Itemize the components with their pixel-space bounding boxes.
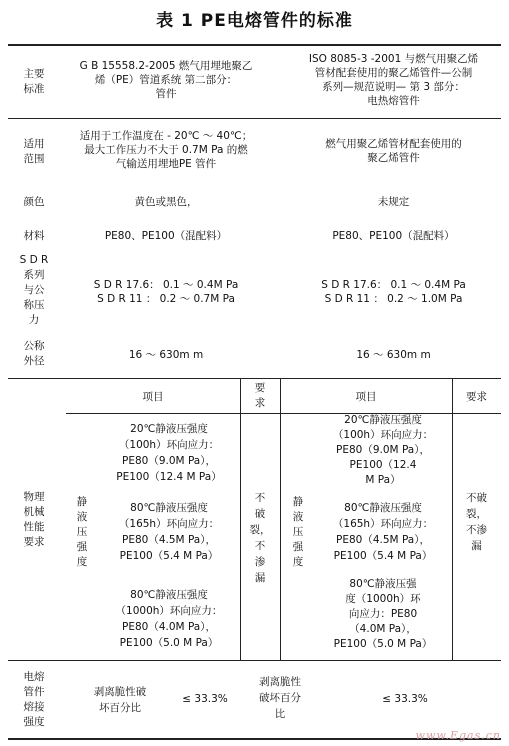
label-sdr: S D R 系列 与公 称压 力 [19, 254, 49, 326]
req-header-right: 要求 [466, 391, 487, 403]
scope-col2: 燃气用聚乙烯管材配套使用的 聚乙烯管件 [325, 138, 462, 164]
od-col2: 16 ～ 630m m [356, 349, 431, 361]
color-col2: 未规定 [377, 196, 410, 208]
standard-col2: ISO 8085-3 -2001 与燃气用聚乙烯 管材配套使用的聚乙烯管件—公制 系列—规范说明— 第 3 部分： 电热熔管件 [308, 53, 479, 107]
label-standard: 主要 标准 [23, 68, 45, 95]
label-physical: 物理 机械 性能 要求 [23, 491, 45, 548]
joint-left-item: 剥离脆性破 坏百分比 [93, 686, 147, 714]
joint-right-value: ≤ 33.3% [382, 693, 428, 705]
scope-col1: 适用于工作温度在 - 20℃ ～ 40℃； 最大工作压力不大于 0.7M Pa 的燃 气输送用埋地PE 管件 [79, 130, 253, 170]
rule-after-physical [8, 660, 501, 661]
item-header-right: 项目 [355, 391, 377, 403]
rule-after-standard [8, 118, 501, 119]
od-col1: 16 ～ 630m m [128, 349, 204, 361]
rule-middle [280, 378, 281, 660]
req-header-left: 要 求 [254, 382, 266, 409]
left-item-2: 80℃静液压强度 （165h）环向应力： PE80（4.5M Pa）， PE100（5.4 M Pa） [118, 502, 220, 562]
left-item-3: 80℃静液压强度 （1000h）环向应力： PE80（4.0M Pa）， PE100（5.0 M Pa） [115, 589, 223, 649]
label-od: 公称 外径 [23, 340, 45, 367]
left-item-1: 20℃静液压强度 （100h）环向应力： PE80（9.0M Pa）， PE100（12.4 M Pa） [116, 423, 222, 483]
material-col1: PE80、PE100（混配料） [104, 230, 228, 242]
standard-col1: G B 15558.2-2005 燃气用埋地聚乙 烯（PE）管道系统 第二部分： 管件 [79, 60, 253, 100]
group-label-left: 静 液 压 强 度 [76, 496, 88, 568]
group-label-right: 静 液 压 强 度 [292, 496, 304, 568]
sdr-col1: S D R 17.6： 0.1 ～ 0.4M Pa S D R 11 ： 0.2 ～ 0.7M Pa [93, 279, 239, 305]
left-requirement: 不 破 裂， 不 渗 漏 [249, 492, 271, 584]
color-col1: 黄色或黑色， [134, 196, 198, 208]
label-joint: 电熔 管件 熔接 强度 [23, 671, 45, 728]
rule-after-od [8, 378, 501, 379]
rule-top [8, 44, 501, 46]
right-item-2: 80℃静液压强度 （165h）环向应力： PE80（4.5M Pa）， PE100（5.4 M Pa） [332, 502, 434, 562]
right-item-3: 80℃静液压强 度（1000h）环 向应力：PE80 （4.0M Pa）， PE100（5.0 M Pa） [333, 578, 433, 650]
right-item-1: 20℃静液压强度 （100h）环向应力： PE80（9.0M Pa）， PE100（12.4 M Pa） [332, 414, 434, 486]
joint-left-value: ≤ 33.3% [182, 693, 228, 705]
material-col2: PE80、PE100（混配料） [332, 230, 455, 242]
label-scope: 适用 范围 [23, 138, 45, 165]
joint-right-item: 剥离脆性 破坏百分 比 [259, 676, 301, 720]
right-requirement: 不破 裂， 不渗 漏 [466, 492, 487, 552]
label-color: 颜色 [23, 196, 45, 208]
table-title: 表 1 PE电熔管件的标准 [156, 11, 353, 31]
item-header-left: 项目 [142, 391, 164, 403]
sdr-col2: S D R 17.6： 0.1 ～ 0.4M Pa S D R 11 ： 0.2 ～ 1.0M Pa [321, 279, 466, 305]
label-material: 材料 [23, 230, 45, 242]
watermark: www.Egas.cn [415, 729, 501, 742]
